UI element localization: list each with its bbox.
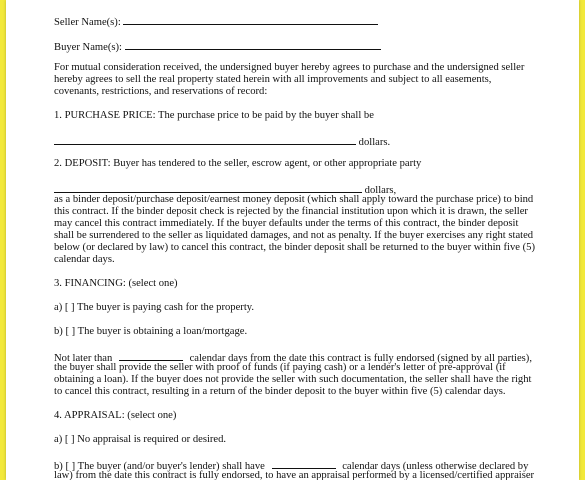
financing-line-4: to cancel this contract, resulting in a return of the binder deposit to the buyer within five (5) calendar days. — [54, 386, 506, 397]
purchase-price-row — [54, 134, 390, 149]
deposit-dollars-label: dollars, — [364, 185, 397, 196]
buyer-label: Buyer Name(s): — [54, 42, 122, 53]
appraisal-option-required: b) [ ] The buyer (and/or buyer's lender) shall have — [54, 461, 265, 472]
appraisal-line-cut: law) from the date this contract is fully endorsed, to have an appraisal performed by a licensed/certified appraiser — [54, 470, 535, 480]
appraisal-option-none[interactable]: a) [ ] No appraisal is required or desired. — [54, 434, 227, 445]
appraisal-days-field[interactable] — [272, 458, 336, 469]
financing-deadline-text: calendar days from the date this contract is fully endorsed (signed by all parties), — [189, 353, 532, 364]
financing-line-2: the buyer shall provide the seller with proof of funds (if paying cash) or a lender's letter of pre-approval (if — [54, 362, 506, 373]
seller-name-field[interactable] — [123, 14, 378, 25]
purchase-price-field[interactable] — [54, 134, 356, 145]
not-later-than-label: Not later than — [54, 353, 113, 364]
seller-row — [54, 14, 378, 29]
deposit-heading: 2. DEPOSIT: Buyer has tendered to the seller, escrow agent, or other appropriate party — [54, 158, 422, 169]
purchase-dollars-label: dollars. — [358, 137, 391, 148]
appraisal-heading: 4. APPRAISAL: (select one) — [54, 410, 177, 421]
financing-option-loan[interactable]: b) [ ] The buyer is obtaining a loan/mortgage. — [54, 326, 248, 337]
buyer-name-field[interactable] — [125, 39, 381, 50]
deposit-line-6: calendar days. — [54, 254, 115, 265]
deposit-line-4: shall be surrendered to the seller as liquidated damages, and not as penalty. If the buyer exercises any right stated — [54, 230, 534, 241]
deposit-line-2: this contract. If the binder deposit check is rejected by the financial institution upon which it is drawn, the seller — [54, 206, 528, 217]
financing-days-field[interactable] — [119, 350, 183, 361]
intro-line-2: hereby agrees to sell the real property stated herein with all improvements and subject to all easements, — [54, 74, 492, 85]
deposit-amount-field[interactable] — [54, 182, 362, 193]
financing-heading: 3. FINANCING: (select one) — [54, 278, 178, 289]
financing-option-cash[interactable]: a) [ ] The buyer is paying cash for the property. — [54, 302, 255, 313]
financing-line-3: obtaining a loan). If the buyer does not provide the seller with such documentation, the seller shall have the right — [54, 374, 532, 385]
seller-label: Seller Name(s): — [54, 17, 121, 28]
document-page — [6, 0, 579, 480]
deposit-line-3: may cancel this contract immediately. If the buyer defaults under the terms of this contract, the binder deposit — [54, 218, 519, 229]
intro-line-3: covenants, restrictions, and reservations of record: — [54, 86, 268, 97]
deposit-line-5: below (or declared by law) to cancel this contract, the binder deposit shall be returned to the buyer within five (5) — [54, 242, 535, 253]
intro-line-1: For mutual consideration received, the undersigned buyer hereby agrees to purchase and the undersigned seller — [54, 62, 525, 73]
deposit-line-1: as a binder deposit/purchase deposit/earnest money deposit (which shall apply toward the purchase price) to bind — [54, 194, 534, 205]
appraisal-option-required-end: calendar days (unless otherwise declared by — [342, 461, 529, 472]
purchase-price-heading: 1. PURCHASE PRICE: The purchase price to be paid by the buyer shall be — [54, 110, 374, 121]
buyer-row — [54, 39, 381, 54]
